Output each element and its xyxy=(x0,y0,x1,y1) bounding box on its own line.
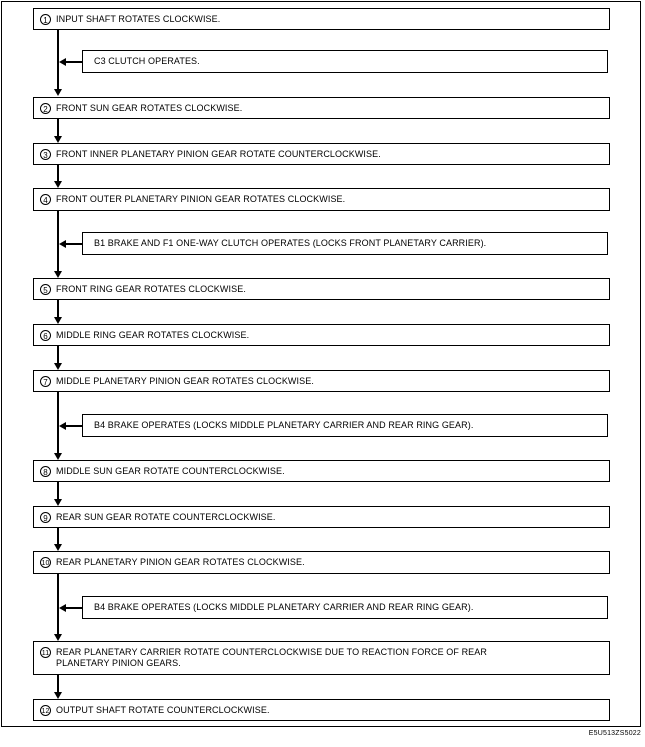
step-text: FRONT OUTER PLANETARY PINION GEAR ROTATES CLOCKWISE. xyxy=(56,194,346,204)
arrow-down-icon xyxy=(54,363,62,370)
step-2-box xyxy=(33,97,610,119)
step-8-box xyxy=(33,460,610,482)
step-number: 12 xyxy=(40,705,51,716)
step-number: 10 xyxy=(40,557,51,568)
condition-text: B1 BRAKE AND F1 ONE-WAY CLUTCH OPERATES (LOCKS FRONT PLANETARY CARRIER). xyxy=(94,238,487,248)
step-text: REAR SUN GEAR ROTATE COUNTERCLOCKWISE. xyxy=(56,511,276,522)
arrow-down-icon xyxy=(54,634,62,641)
step-text: FRONT INNER PLANETARY PINION GEAR ROTATE COUNTERCLOCKWISE. xyxy=(56,148,381,159)
step-number: 11 xyxy=(40,647,51,658)
step-1-box xyxy=(33,8,610,30)
flow-connector xyxy=(57,482,59,499)
step-11-box xyxy=(33,641,610,675)
arrow-down-icon xyxy=(54,544,62,551)
flow-connector xyxy=(57,528,59,544)
step-9-box xyxy=(33,506,610,528)
condition-text: C3 CLUTCH OPERATES. xyxy=(94,56,200,66)
step-text: REAR PLANETARY PINION GEAR ROTATES CLOCKWISE. xyxy=(56,557,305,567)
condition-box xyxy=(82,596,608,619)
flow-connector xyxy=(57,300,59,317)
step-5-box xyxy=(33,278,610,300)
figure-code: E5U513ZS5022 xyxy=(588,730,641,737)
condition-box xyxy=(82,232,608,255)
step-number: 3 xyxy=(40,149,51,160)
step-4-box xyxy=(33,188,610,211)
step-text: INPUT SHAFT ROTATES CLOCKWISE. xyxy=(56,13,221,24)
arrow-down-icon xyxy=(54,317,62,324)
condition-box xyxy=(82,50,608,73)
condition-box xyxy=(82,414,608,437)
condition-connector xyxy=(66,61,82,63)
step-number: 1 xyxy=(40,14,51,25)
flow-connector xyxy=(57,119,59,136)
arrow-down-icon xyxy=(54,692,62,699)
arrow-left-icon xyxy=(59,604,66,612)
arrow-down-icon xyxy=(54,453,62,460)
condition-connector xyxy=(66,607,82,609)
condition-connector xyxy=(66,425,82,427)
arrow-left-icon xyxy=(59,58,66,66)
step-12-box xyxy=(33,699,610,721)
step-7-box xyxy=(33,370,610,392)
arrow-down-icon xyxy=(54,181,62,188)
condition-text: B4 BRAKE OPERATES (LOCKS MIDDLE PLANETARY CARRIER AND REAR RING GEAR). xyxy=(94,602,474,612)
arrow-down-icon xyxy=(54,271,62,278)
step-text: FRONT RING GEAR ROTATES CLOCKWISE. xyxy=(56,283,246,294)
step-text: FRONT SUN GEAR ROTATES CLOCKWISE. xyxy=(56,102,243,113)
step-number: 7 xyxy=(40,376,51,387)
flow-connector xyxy=(57,346,59,363)
arrow-down-icon xyxy=(54,89,62,96)
step-6-box xyxy=(33,324,610,346)
step-text: OUTPUT SHAFT ROTATE COUNTERCLOCKWISE. xyxy=(56,704,270,715)
arrow-left-icon xyxy=(59,422,66,430)
step-number: 5 xyxy=(40,284,51,295)
step-3-box xyxy=(33,143,610,165)
step-text: MIDDLE RING GEAR ROTATES CLOCKWISE. xyxy=(56,329,250,340)
flow-connector xyxy=(57,675,59,692)
step-text: REAR PLANETARY CARRIER ROTATE COUNTERCLOCKWISE DUE TO REACTION FORCE OF REAR PLANETARY PINION GEARS. xyxy=(56,647,487,668)
step-text: MIDDLE SUN GEAR ROTATE COUNTERCLOCKWISE. xyxy=(56,465,285,476)
step-10-box xyxy=(33,551,610,574)
step-number: 8 xyxy=(40,466,51,477)
step-number: 2 xyxy=(40,103,51,114)
flow-connector xyxy=(57,165,59,181)
condition-text: B4 BRAKE OPERATES (LOCKS MIDDLE PLANETARY CARRIER AND REAR RING GEAR). xyxy=(94,420,474,430)
step-number: 4 xyxy=(40,194,51,205)
step-text: MIDDLE PLANETARY PINION GEAR ROTATES CLOCKWISE. xyxy=(56,375,314,386)
arrow-down-icon xyxy=(54,136,62,143)
arrow-left-icon xyxy=(59,240,66,248)
step-number: 9 xyxy=(40,512,51,523)
step-number: 6 xyxy=(40,330,51,341)
condition-connector xyxy=(66,243,82,245)
arrow-down-icon xyxy=(54,499,62,506)
